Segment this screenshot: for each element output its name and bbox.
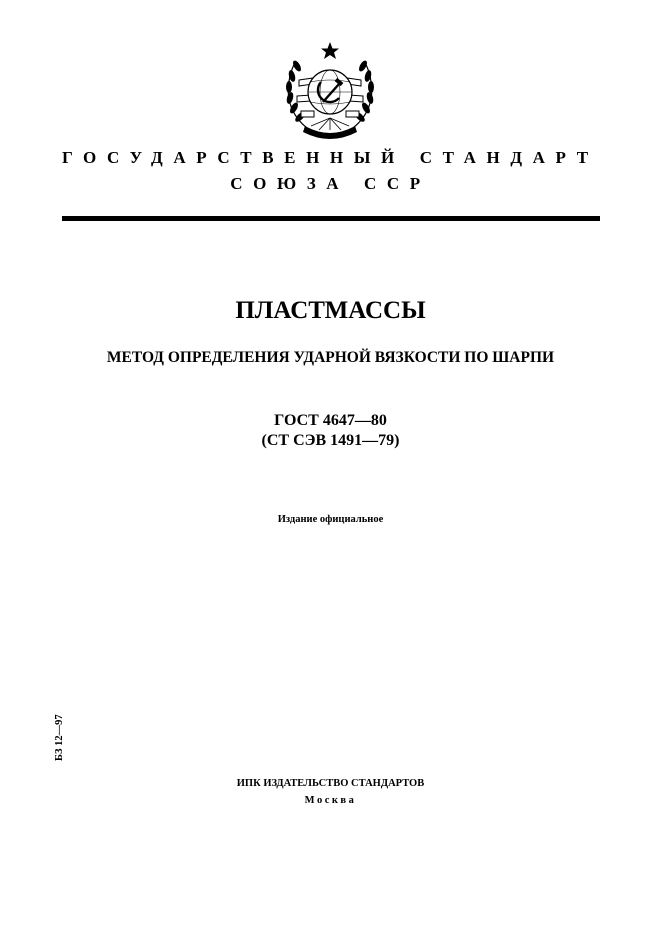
publisher-name: ИПК ИЗДАТЕЛЬСТВО СТАНДАРТОВ [236, 778, 425, 789]
document-subtitle: МЕТОД ОПРЕДЕЛЕНИЯ УДАРНОЙ ВЯЗКОСТИ ПО ШАРПИ [106, 349, 555, 366]
edition-note: Издание официальное [277, 514, 384, 525]
cmea-standard-number: (СТ СЭВ 1491—79) [261, 432, 400, 449]
header-country: СОЮЗА ССР [230, 174, 431, 193]
document-title: ПЛАСТМАССЫ [235, 297, 426, 324]
header-divider [62, 216, 600, 221]
standard-number: ГОСТ 4647—80 [274, 412, 387, 429]
header-issuer: ГОСУДАРСТВЕННЫЙ СТАНДАРТ [62, 148, 599, 167]
ussr-state-emblem-icon [277, 40, 383, 144]
standard-block [0, 411, 661, 451]
side-code: БЗ 12—97 [54, 714, 65, 761]
publisher-city: Москва [304, 795, 357, 806]
